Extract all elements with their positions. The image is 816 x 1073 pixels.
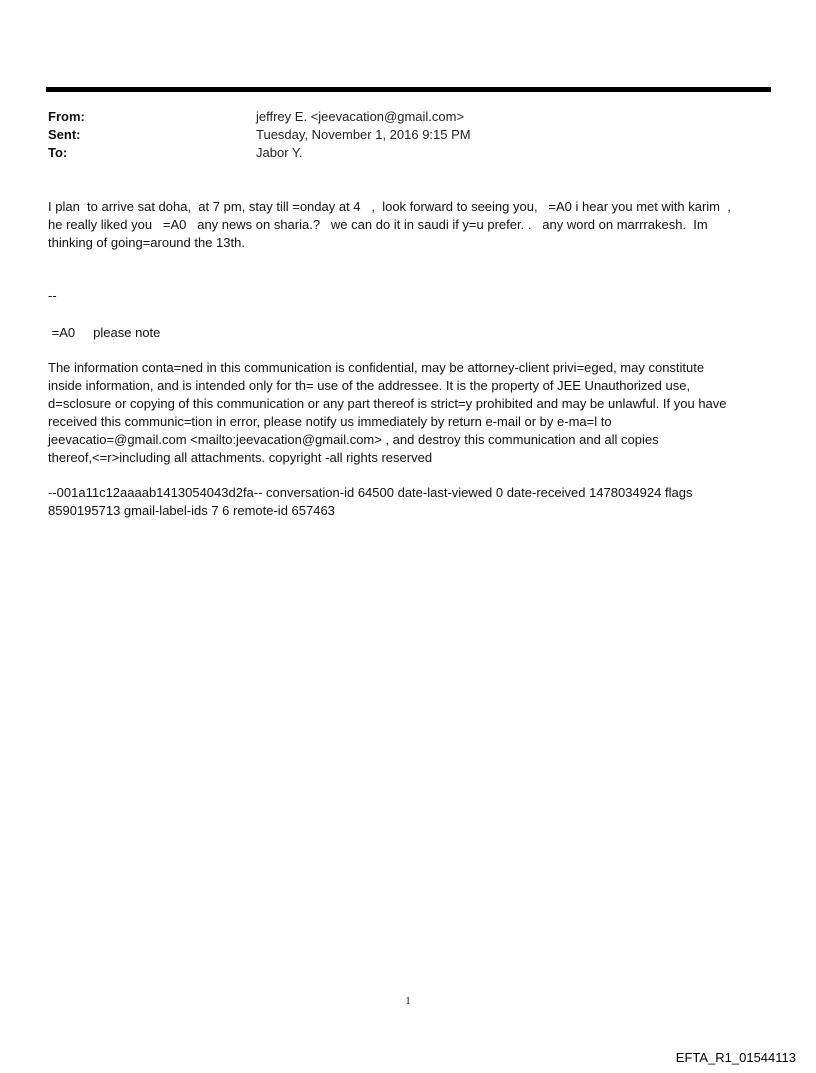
document-id: EFTA_R1_01544113 — [675, 1050, 796, 1065]
header-rule — [46, 87, 771, 92]
from-label: From: — [48, 109, 85, 124]
sent-label: Sent: — [48, 127, 81, 142]
sent-row — [48, 126, 768, 144]
to-value: Jabor Y. — [256, 145, 303, 160]
message-metadata: --001a11c12aaaab1413054043d2fa-- conversation-id 64500 date-last-viewed 0 date-received 1478034924 flags 8590195713 gmail-label-ids 7 6 remote-id 657463 — [48, 485, 693, 518]
confidentiality-disclaimer: The information conta=ned in this communication is confidential, may be attorney-client privi=eged, may constitute inside information, and is intended only for th= use of the addressee. It is the property of JEE Unauthorized use, d=sclosure or copying of this communication or any part thereof is strict=y prohibited and may be unlawful. If you have received this communic=tion in error, please notify us immediately by return e-mail or by e-ma=l to jeevacatio=@gmail.com <mailto:jeevacation@gmail.com> , and destroy this communication and all copies thereof,<=r>including all attachments. copyright -all rights reserved — [48, 360, 727, 465]
page-number: 1 — [405, 995, 411, 1007]
from-value: jeffrey E. <jeevacation@gmail.com> — [256, 109, 465, 124]
email-header — [48, 108, 768, 162]
please-note-line: =A0 please note — [48, 325, 161, 340]
signature-separator: -- — [48, 288, 57, 303]
from-row — [48, 108, 768, 126]
to-row — [48, 144, 768, 162]
to-label: To: — [48, 145, 68, 160]
sent-value: Tuesday, November 1, 2016 9:15 PM — [256, 127, 471, 142]
email-body-main: I plan to arrive sat doha, at 7 pm, stay till =onday at 4 , look forward to seeing you, =A0 i hear you met with karim , he really liked you =A0 any news on sharia.? we can do it in saudi if y=u prefer. . any word on marrrakesh. Im thinking of going=around the 13th. — [48, 199, 731, 250]
